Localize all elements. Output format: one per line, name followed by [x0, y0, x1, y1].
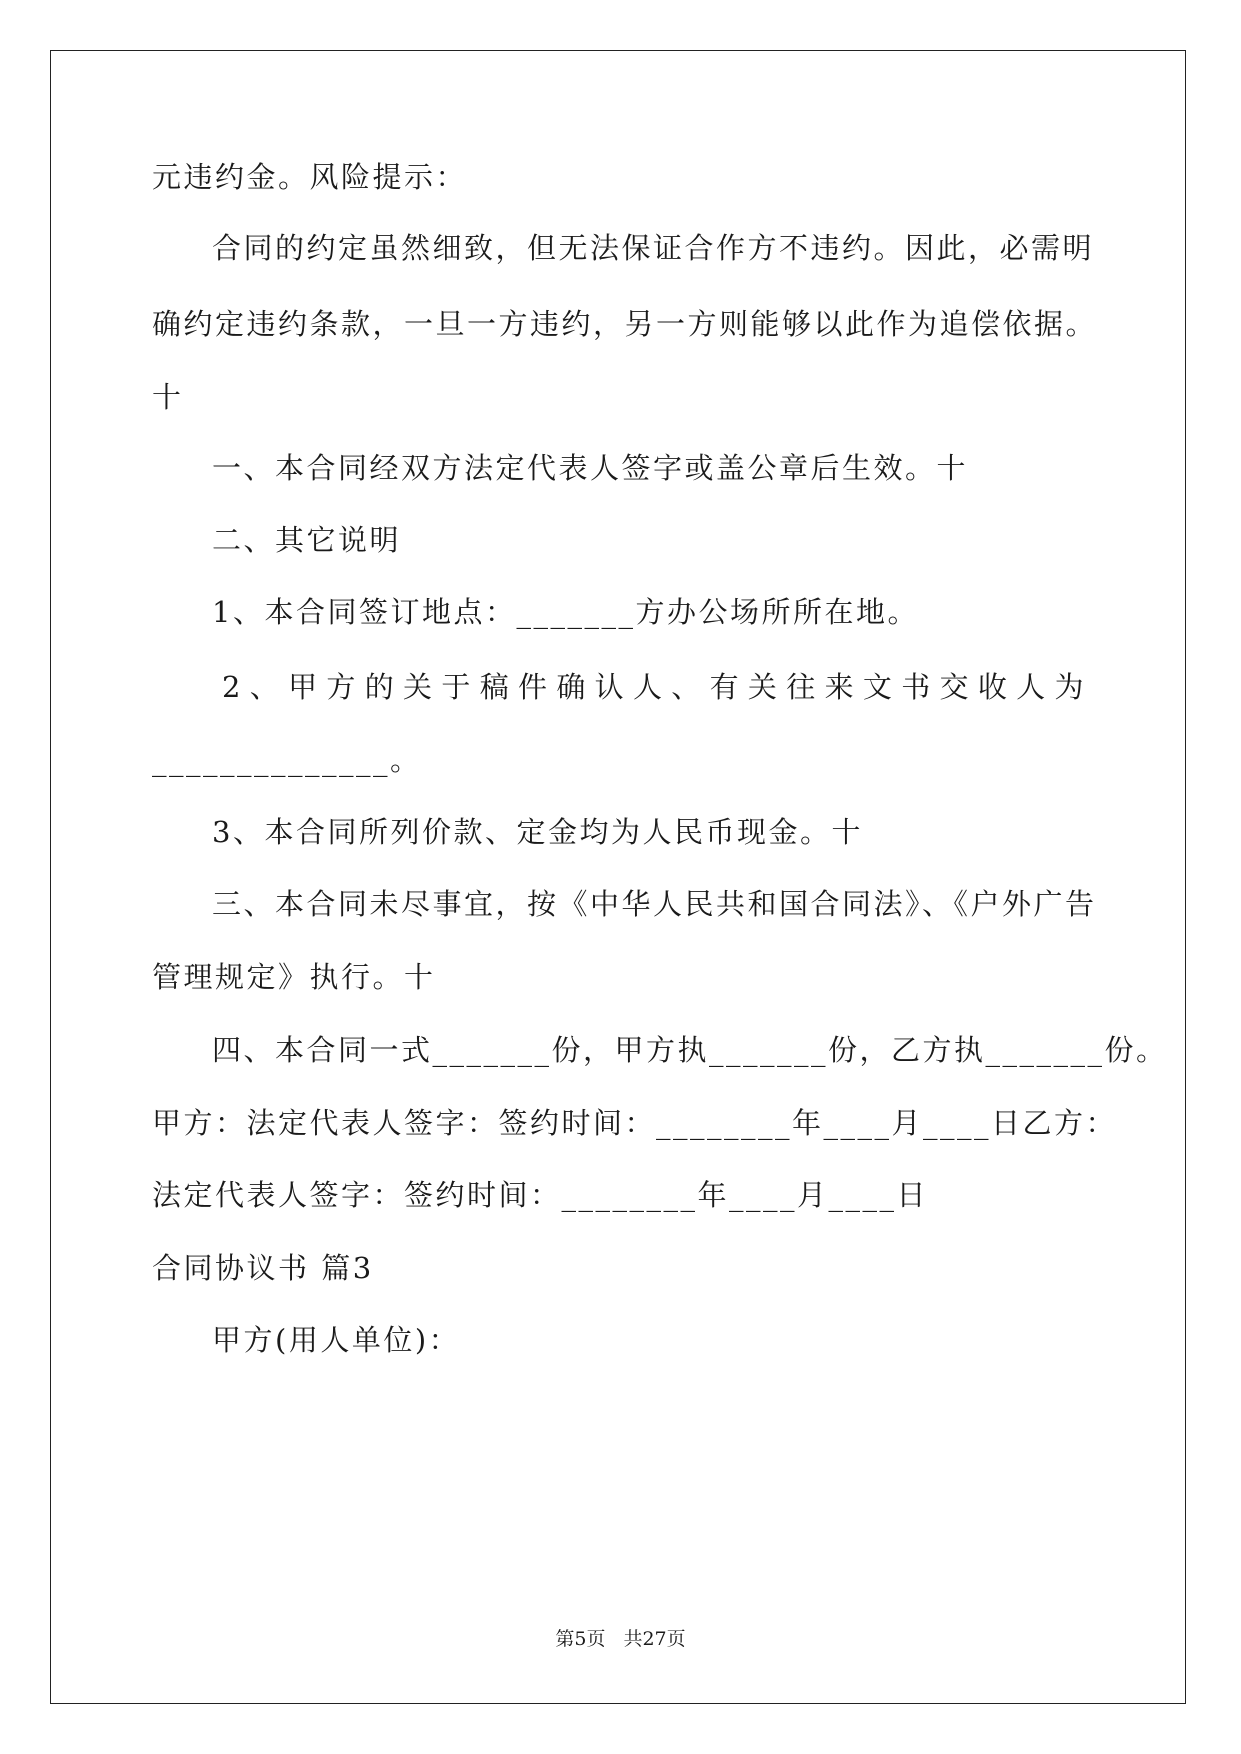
text-line-5: 一、本合同经双方法定代表人签字或盖公章后生效。十 — [212, 451, 969, 485]
text-line-12: 管理规定》执行。十 — [152, 960, 436, 994]
page-border — [50, 50, 1186, 1704]
text-line-17: 甲方(用人单位)： — [212, 1323, 461, 1357]
text-line-3: 确约定违约条款，一旦一方违约，另一方则能够以此作为追偿依据。 — [152, 307, 1098, 341]
section-heading: 合同协议书 篇3 — [152, 1251, 374, 1285]
text-line-14: 甲方：法定代表人签字：签约时间：________年____月____日乙方： — [152, 1106, 1118, 1140]
text-line-13: 四、本合同一式_______份，甲方执_______份，乙方执_______份。 — [212, 1033, 1168, 1067]
text-line-6: 二、其它说明 — [212, 523, 402, 557]
text-line-10: 3、本合同所列价款、定金均为人民币现金。十 — [212, 815, 863, 849]
page-total: 共27页 — [623, 1628, 686, 1650]
text-line-15: 法定代表人签字：签约时间：________年____月____日 — [152, 1178, 929, 1212]
page-footer — [0, 1627, 1241, 1651]
text-line-2: 合同的约定虽然细致，但无法保证合作方不违约。因此，必需明 — [212, 231, 1095, 265]
text-line-1: 元违约金。风险提示： — [152, 160, 468, 194]
text-line-4: 十 — [152, 380, 184, 414]
page-number: 第5页 — [555, 1628, 606, 1650]
text-line-9: ______________。 — [152, 743, 422, 777]
text-line-8: 2、甲方的关于稿件确认人、有关往来文书交收人为 — [222, 670, 1086, 704]
text-line-7: 1、本合同签订地点：_______方办公场所所在地。 — [212, 595, 919, 629]
text-line-11: 三、本合同未尽事宜，按《中华人民共和国合同法》、《户外广告 — [212, 887, 1097, 921]
